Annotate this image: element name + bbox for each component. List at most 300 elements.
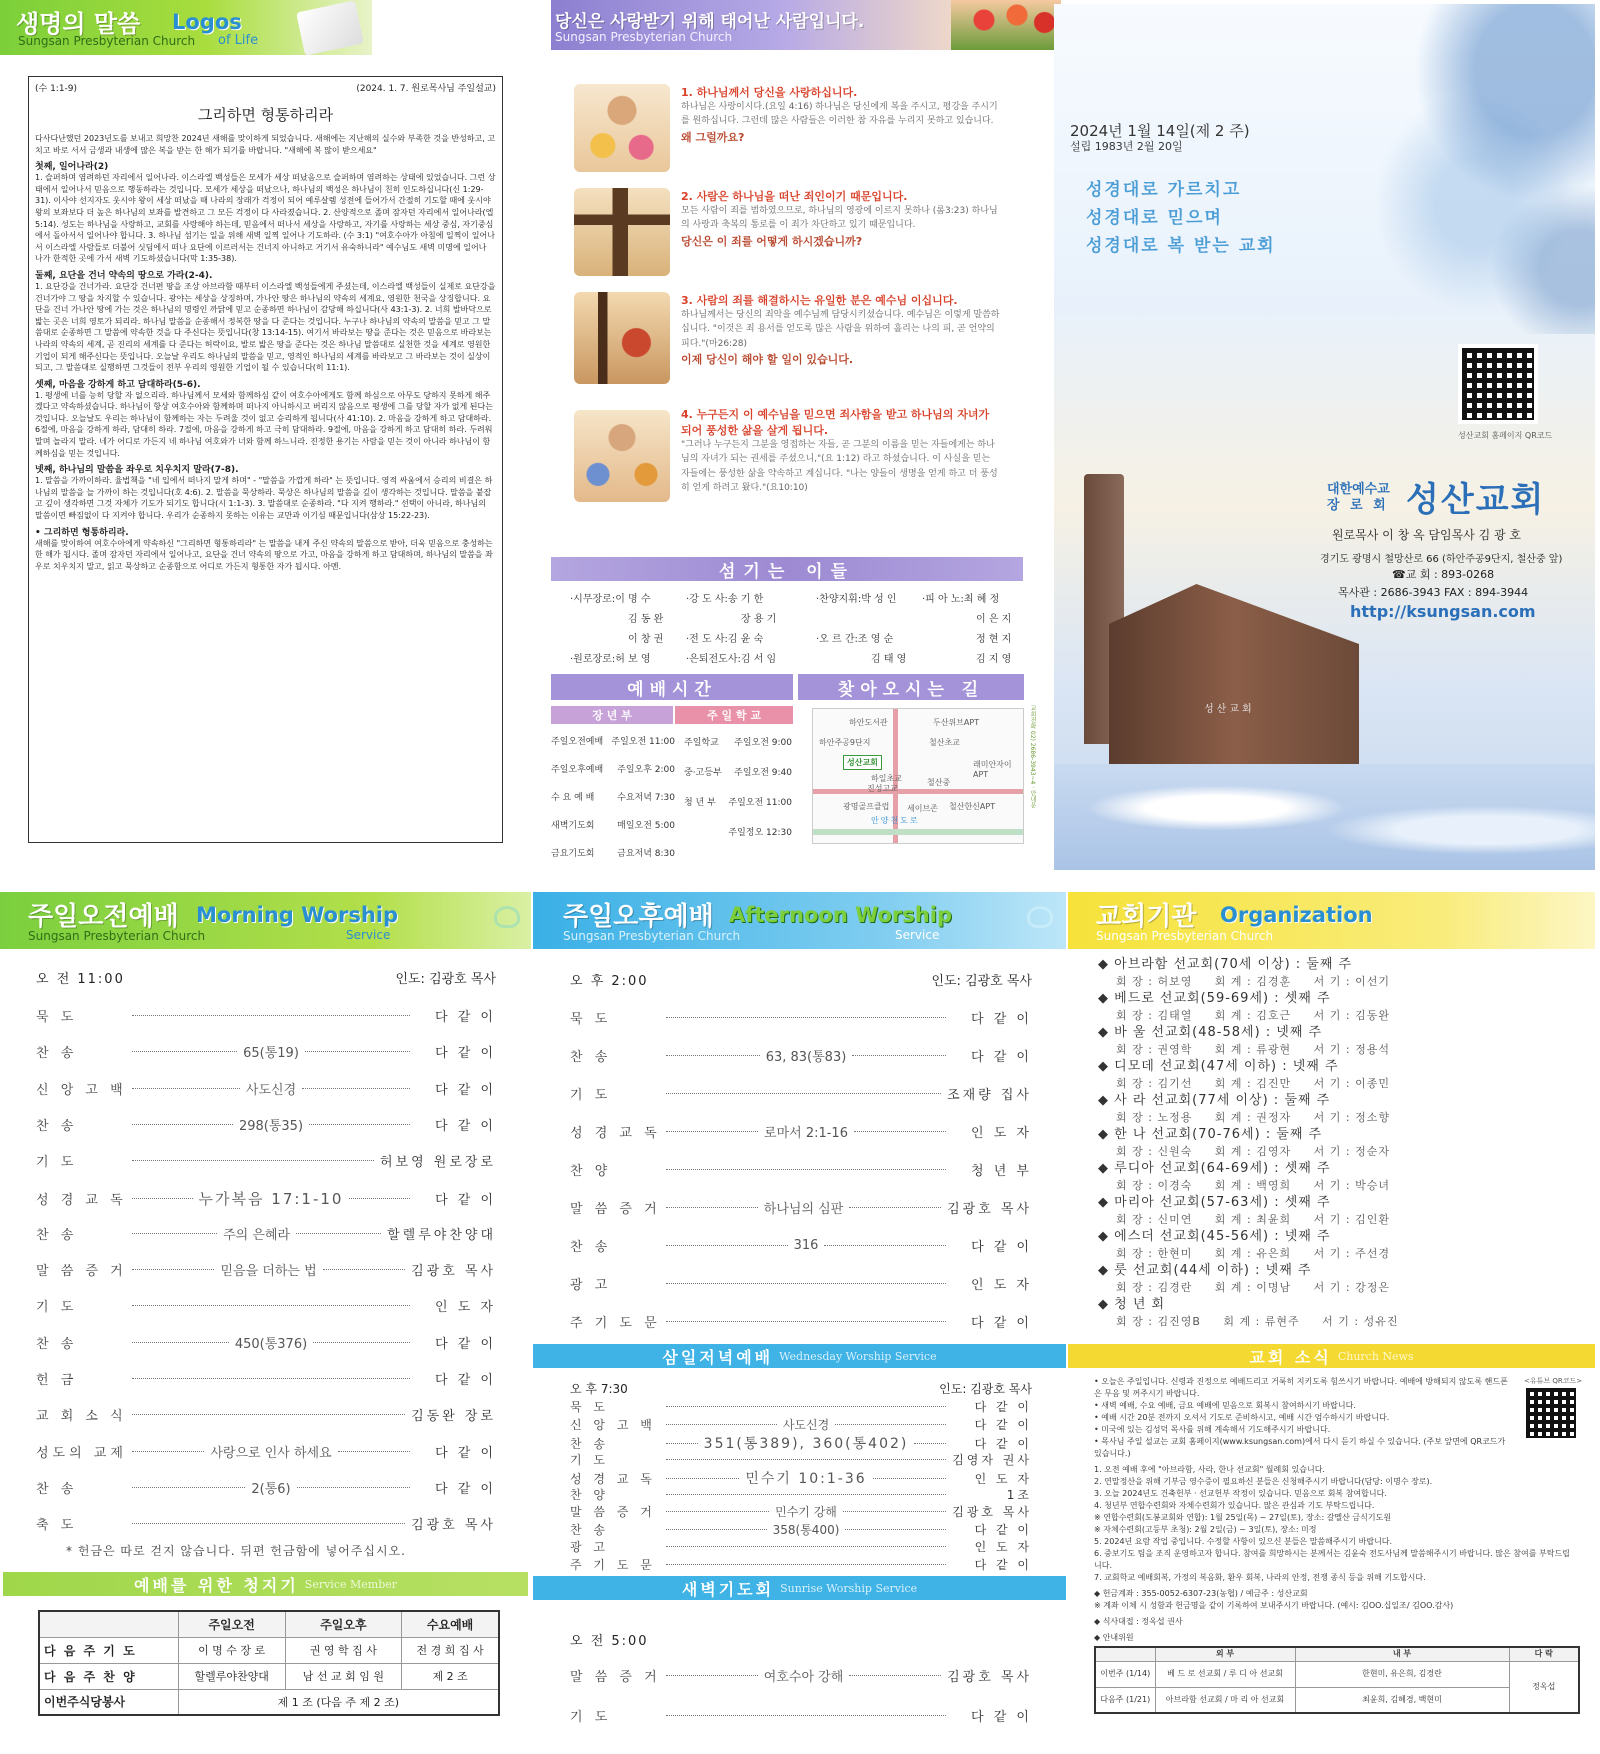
wednesday-time: 오 후 7:30: [570, 1382, 628, 1396]
order-item-person: 김광호 목사: [411, 1518, 496, 1534]
youtube-qr-caption: <유튜브 QR코드>: [1524, 1377, 1583, 1385]
order-item-label: 기 도: [570, 1710, 612, 1725]
list-item: ※ 자체수련회(고등부 초청): 2월 2일(금) ~ 3일(토), 장소: 미정: [1094, 1525, 1317, 1534]
order-item-label: 묵 도: [570, 1400, 609, 1414]
org-group-officers: 회 장 : 이경숙 회 계 : 백영희 서 기 : 박승녀: [1116, 1179, 1390, 1192]
order-item-label: 찬 송: [570, 1436, 609, 1451]
order-item-content: 316: [793, 1238, 819, 1253]
order-row: [570, 1556, 1032, 1573]
order-item-person: 다 같 이: [435, 1082, 497, 1098]
org-banner-title: 교회기관: [1096, 902, 1197, 932]
time-row: 주일오전예배 주일오전 11:00: [551, 737, 675, 747]
gospel-head-1: 1. 하나님께서 당신을 사랑하십니다.: [681, 86, 858, 99]
map: 하안도서관 두산위브APT 하안주공9단지 철산초교 성산교회 하일초교 진성고교 철산중 래미안자이APT 광명골프클럽 세이브존 철산한신APT 안양천도로: [812, 708, 1024, 844]
gospel-head-2: 2. 사람은 하나님을 떠난 죄인이기 때문입니다.: [681, 190, 908, 203]
order-item-person: 조재량 집사: [947, 1088, 1032, 1103]
order-item-person: 인 도 자: [971, 1126, 1032, 1141]
helpers-title: 예배를 위한 청지기: [133, 1575, 299, 1595]
map-title: 찾아오시는 길: [837, 679, 985, 700]
org-group-officers: 회 장 : 권영학 회 계 : 류광현 서 기 : 정용석: [1116, 1043, 1390, 1056]
order-row: [570, 1160, 1032, 1179]
order-item-label: 말 씀 증 거: [570, 1505, 656, 1519]
address: 경기도 광명시 철망산로 66 (하안주공9단지, 철산중 앞): [1320, 554, 1563, 565]
order-item-label: 광 고: [570, 1278, 612, 1293]
list-item: • 오늘은 주일입니다. 신령과 진정으로 예배드리고 거룩히 지키도록 힘쓰시기 바랍니다. 예배에 방해되지 않도록 핸드폰은 무음 및 꺼주시기 바랍니다.: [1094, 1377, 1508, 1398]
order-item-person: 김광호 목사: [411, 1264, 497, 1280]
sermon-point1-head: 첫째, 일어나라(2): [35, 162, 109, 173]
order-item-content: 2(통6): [251, 1481, 291, 1497]
ushers-heading: ◆ 안내위원: [1094, 1633, 1134, 1642]
order-item-label: 찬 송: [570, 1240, 612, 1255]
news-body: [1094, 1376, 1590, 1750]
order-row: [36, 1442, 496, 1461]
wednesday-leader: 인도: 김광호 목사: [939, 1382, 1032, 1396]
order-row: [570, 1122, 1032, 1141]
order-item-label: 말 씀 증 거: [570, 1670, 661, 1685]
gospel-question-1: 왜 그럴까요?: [681, 130, 745, 144]
church-phone: ☎교 회 : 893-0268: [1392, 568, 1495, 581]
servers-title: 섬기는 이들: [718, 561, 856, 582]
order-item-label: 성 경 교 독: [570, 1471, 656, 1486]
order-row: [570, 1416, 1032, 1433]
order-item-label: 찬 양: [570, 1487, 609, 1502]
order-item-person: 다 같 이: [435, 1445, 497, 1461]
list-item: • 새벽 예배, 수요 예배, 금요 예배에 믿음으로 회복시 참여하시기 바랍니다.: [1094, 1401, 1356, 1410]
order-item-label: 찬 송: [36, 1481, 78, 1497]
crucifixion-illustration: [574, 292, 670, 384]
time-row: 금요기도회 금요저녁 8:30: [551, 849, 675, 859]
order-item-person: 다 같 이: [971, 1710, 1032, 1725]
order-item-person: 다 같 이: [974, 1436, 1032, 1451]
bible-image: [296, 0, 364, 55]
list-item: 1. 오전 예배 후에 "아브라함, 사라, 한나 선교회" 월례회 있습니다.: [1094, 1465, 1325, 1474]
org-group-officers: 회 장 : 김경란 회 계 : 이명남 서 기 : 강정은: [1116, 1281, 1390, 1294]
order-item-content: 하나님의 심판: [763, 1202, 844, 1217]
order-item-person: 다 같 이: [974, 1417, 1032, 1432]
order-row: [36, 1151, 496, 1170]
gospel-item: [556, 406, 1004, 536]
order-item-content: 298(통35): [238, 1118, 304, 1134]
org-group-name: ◆ 디모데 선교회(47세 이하) : 넷째 주: [1098, 1059, 1339, 1074]
order-item-person: 다 같 이: [971, 1050, 1032, 1065]
order-item-label: 찬 송: [570, 1050, 612, 1065]
time-row: 주일오후예배 주일오후 2:00: [551, 765, 675, 775]
order-item-person: 다 같 이: [435, 1118, 496, 1134]
news-title-en: Church News: [1337, 1349, 1414, 1363]
order-item-content: 63, 83(통83): [765, 1050, 847, 1065]
afternoon-time-row: [570, 970, 1032, 989]
org-group-officers: 회 장 : 김태열 회 계 : 김호근 서 기 : 김동완: [1116, 1009, 1390, 1022]
order-row: [570, 1666, 1032, 1685]
sermon-banner-oflife: of Life: [218, 33, 259, 48]
order-row: [36, 1514, 496, 1533]
afternoon-order: [570, 962, 1032, 1332]
sermon-ref: (수 1:1-9): [35, 84, 78, 94]
list-item: 3. 오늘 2024년도 건축헌부 · 선교헌부 작정이 있습니다. 믿음으로 회복 참여합니다.: [1094, 1489, 1387, 1498]
school-times: [684, 728, 792, 848]
map-church-label: 성산교회: [843, 755, 882, 770]
org-group-officers: 회 장 : 김진영B 회 계 : 류현주 서 기 : 성유진: [1116, 1315, 1399, 1328]
morning-banner-title: 주일오전예배: [28, 902, 179, 932]
morning-banner-service: Service: [346, 928, 391, 942]
news-title: 교회 소식: [1249, 1347, 1332, 1367]
order-item-content: 사도신경: [245, 1082, 297, 1098]
helpers-header-row: 주일오전 주일오후 수요예배: [39, 1611, 499, 1637]
afternoon-banner-church: Sungsan Presbyterian Church: [563, 929, 741, 943]
order-item-person: 다 같 이: [435, 1481, 496, 1497]
order-item-person: 다 같 이: [974, 1522, 1033, 1537]
cross-bearer-illustration: [574, 188, 670, 276]
order-item-content: 450(통376): [234, 1336, 308, 1352]
wednesday-order: [570, 1380, 1032, 1570]
morning-leader: 인도: 김광호 목사: [395, 972, 496, 987]
order-row: [36, 1369, 496, 1388]
gospel-question-3: 이제 당신이 해야 할 일이 있습니다.: [681, 353, 854, 367]
org-group-name: ◆ 베드로 선교회(59-69세) : 셋째 주: [1098, 991, 1331, 1006]
sermon-banner-title: 생명의 말씀: [16, 10, 141, 38]
order-item-person: 다 같 이: [435, 1336, 497, 1352]
youtube-qr[interactable]: [1526, 1388, 1576, 1438]
list-item: • 예배 시간 20분 전까지 오셔서 기도로 준비하시고, 예배 시간 엄수하시기 바랍니다.: [1094, 1413, 1390, 1422]
wednesday-title-en: Wednesday Worship Service: [779, 1349, 937, 1363]
sermon-point4-body: 1. 말씀을 가까이하라. 율법책을 "네 입에서 떠나지 말게 하며" - "말씀을 가깝게 하라" 는 뜻입니다. 영적 싸움에서 승리의 비결은 하나님의 말씀을 늘 가까이 하는 것입니다(호 4:6). 2. 말씀을 묵상하라. 묵상은 하나님의 말씀을 깊이 생각하는 것입니다. 말씀을 붙잡고 깊이 생각하면 그것 자체가 기도가 되기도 합니다(시 1:1-3). 3. 말씀대로 순종하라. "다 지켜 행하라." 선택이 아니라, 하나님의 말씀이면 빠짐없이 다 지켜야 합니다. 우리가 순종하지 못하는 이유는 교만과 이기심 때문입니다(삼상 15:22-23).: [35, 476, 493, 521]
order-item-content: 351(통389), 360(통402): [703, 1436, 909, 1452]
order-item-content: 358(통400): [772, 1522, 840, 1537]
order-item-label: 찬 송: [570, 1522, 609, 1537]
order-item-content: 주의 은혜라: [223, 1227, 291, 1243]
gospel-banner: [551, 0, 1061, 50]
order-item-label: 성 경 교 독: [36, 1192, 127, 1208]
morning-banner-en: Morning Worship: [196, 903, 399, 927]
order-row: [36, 1006, 496, 1025]
order-row: [570, 1274, 1032, 1293]
order-item-person: 1조: [1006, 1487, 1032, 1502]
offering-account: ◆ 헌금계좌 : 355-0052-6307-23(농협) / 예금주 : 성산교회: [1094, 1589, 1308, 1598]
gospel-question-2: 당신은 이 죄를 어떻게 하시겠습니까?: [681, 234, 863, 248]
afternoon-leader: 인도: 김광호 목사: [931, 974, 1032, 989]
time-row: 새벽기도회 매일오전 5:00: [551, 821, 675, 831]
order-item-content: 65(통19): [243, 1046, 299, 1062]
list-item: 5. 2024년 요람 작업 중입니다. 수정할 사항이 있으신 분들은 말씀해주시기 바랍니다.: [1094, 1537, 1393, 1546]
org-group-name: ◆ 아브라함 선교회(70세 이상) : 둘째 주: [1098, 957, 1353, 972]
church-building-image: [1109, 584, 1359, 784]
cover-founded: 설립 1983년 2월 20일: [1070, 140, 1183, 153]
gospel-body-4: "그러나 누구든지 그분을 영접하는 자들, 곧 그분의 이름을 믿는 자들에게는 하나님의 자녀가 되는 권세를 주셨으니,"(요 1:12) 라고 하셨습니다. 이 사실을 믿는 자들에는 풍성한 삶을 약속하고 계십니다. "나는 양들이 생명을 얻게 하고 더 풍성히 얻게 하려고 왔다."(요10:10): [681, 440, 998, 494]
order-item-label: 교 회 소 식: [36, 1409, 127, 1425]
afternoon-banner-title: 주일오후예배: [563, 902, 714, 932]
list-item: 6. 중보기도 팀을 조직 운영하고자 합니다. 참여를 희망하시는 분께서는 김윤숙 전도사님께 말씀해주시기 바랍니다. 많은 참여를 부탁드립니다.: [1094, 1549, 1570, 1570]
order-item-label: 말 씀 증 거: [36, 1264, 127, 1280]
order-item-person: 김광호 목사: [947, 1670, 1033, 1685]
servers-banner: [551, 557, 1023, 581]
order-item-label: 기 도: [570, 1452, 609, 1467]
gospel-body-1: 하나님은 사랑이시다.(요일 4:16) 하나님은 당신에게 복을 주시고, 평강을 주시기를 원하십니다. 그런데 많은 사람들은 이러한 참 자유를 누리지 못하고 있습니다.: [681, 102, 998, 127]
afternoon-banner-service: Service: [895, 928, 940, 942]
denomination: 대한예수교 장 로 회: [1327, 482, 1390, 513]
order-item-label: 주 기 도 문: [570, 1557, 656, 1572]
order-item-label: 축 도: [36, 1518, 78, 1534]
cover: [1054, 4, 1595, 870]
sermon-point3-body: 1. 평생에 너를 능히 당할 자 없으리라. 하나님께서 모세와 함께하심 같이 여호수아에게도 함께 하심으로 아무도 당하지 못하게 해주겠다고 약속하셨습니다. 하나님이 항상 여호수아와 함께하며 떠나지 아니하시고 버리지 않음으로 평생에 그를 당할 자가 없게 된다는 것입니다. 오늘날도 우리는 하나님이 함께하는 자는 두려울 것이 없고 승리하게 됩니다(사 41:10). 2. 마음을 강하게 하고 담대하라. 6절에, 마음을 강하게 하라, 담대히 하라. 7절에, 마음을 강하게 하고 극히 담대하라. 9절에, 마음을 강하게 하고 담대히 하라. 두려워 말며 놀라지 말라. 네가 어디로 가든지 네 하나님 여호와가 너와 함께 하느니라. 진정한 용기는 사람을 믿는 것이 아니라 하나님이 함께하심을 믿는 것입니다.: [35, 390, 493, 458]
order-row: [570, 1198, 1032, 1217]
order-item-label: 성도의 교제: [36, 1445, 127, 1461]
sermon-banner-church: Sungsan Presbyterian Church: [18, 34, 196, 48]
morning-order: [36, 960, 497, 1558]
wednesday-banner: [533, 1344, 1066, 1368]
map-side-text: 교회전화 02) 2686-3943~4 · 안내문: [1029, 705, 1036, 809]
order-item-person: 김광호 목사: [952, 1505, 1032, 1519]
servers-col-3: ·찬양지휘:박 성 인 ·오 르 간:조 영 순 김 태 영: [816, 594, 907, 665]
sunrise-time-row: [570, 1630, 649, 1649]
church-sign: 성산교회: [1204, 704, 1255, 715]
order-row: [570, 1538, 1032, 1555]
order-item-person: 인 도 자: [974, 1540, 1032, 1554]
table-row: 이번주 (1/14) 베 드 로 선교회 / 루 디 아 선교회 한현미, 유은희, 김경란 정옥섭: [1095, 1661, 1579, 1687]
afternoon-banner-en: Afternoon Worship: [729, 903, 952, 927]
list-item: ※ 연합수련회(도봉교회와 연합): 1월 25일(목) ~ 27일(토), 장소: 갈멜산 금식기도원: [1094, 1513, 1392, 1522]
order-item-person: 다 같 이: [435, 1373, 496, 1388]
order-item-label: 신 앙 고 백: [36, 1082, 127, 1098]
org-group-name: ◆ 마리아 선교회(57-63세) : 셋째 주: [1098, 1195, 1331, 1210]
servers-col-4: ·피 아 노:최 혜 정 이 은 지 정 현 지 김 지 영: [922, 594, 1012, 665]
manse-phone: 목사관 : 2686-3943 FAX : 894-3944: [1338, 586, 1529, 599]
gospel-head-4: 4. 누구든지 이 예수님을 믿으면 죄사함을 받고 하나님의 자녀가 되어 풍성한 삶을 살게 됩니다.: [681, 408, 990, 437]
worship-times-banner: [551, 674, 793, 700]
sunrise-title: 새벽기도회: [681, 1579, 775, 1599]
order-item-person: 다 같 이: [971, 1316, 1032, 1331]
sermon-point1-body: 1. 슬퍼하며 염려하던 자리에서 일어나라. 이스라엘 백성들은 모세가 세상 떠났음으로 슬퍼하며 염려하는 상태에 있었습니다. 그런 상태에서 일어나서 믿음으로 행동하라는 것입니다. 모세가 세상을 떠났으나, 하나님의 백성은 하나님이 친히 인도하십니다(신 1:29-31). 이사야 선지자도 웃시야 왕이 세상 떠났을 때 나라의 장래가 걱정이 되어 예루살렘 성전에 들어가서 간절히 기도할 때에 웃시야 왕의 보좌보다 더 높은 하나님의 보좌를 발견하고 그 모든 걱정이 다 사라졌습니다. 2. 산양적으로 졸며 잠자던 자리에서 일어나라(엡 5:14). 성도는 하나님을 사랑하고, 교회를 사랑해야 하는데, 믿음에서 떠나서 세상을 사랑하고, 자기를 사랑하는 세상 중심, 자기중심에서 돌아서서 일어나야 합니다. 3. 하나님 섬기는 일을 위해 새벽 일찍 일어나 기도하라. (수 3:1) "여호수아가 아침에 일찍이 일어나서 이스라엘 사람들로 더불어 싯딤에서 떠나 요단에 이르러서는 건너지 아니하고 거기서 유숙하니라" 예수님도 새벽 미명에 일어나 나가 한적한 곳에 가서 새벽 기도하셨습니다(막 1:35-38).: [35, 173, 496, 264]
sunrise-time: 오 전 5:00: [570, 1634, 649, 1649]
order-item-person: 김광호 목사: [947, 1202, 1033, 1217]
morning-banner: [0, 892, 531, 949]
order-item-label: 기 도: [36, 1300, 78, 1316]
order-item-label: 기 도: [36, 1155, 78, 1171]
org-group-officers: 회 장 : 한현미 회 계 : 유은희 서 기 : 주선경: [1116, 1247, 1390, 1260]
order-item-person: 다 같 이: [435, 1010, 496, 1025]
org-group-name: ◆ 청 년 회: [1098, 1297, 1166, 1312]
meal-host: ◆ 식사대접 : 정옥섭 권사: [1094, 1617, 1183, 1626]
order-row: [570, 1521, 1032, 1538]
offering-account-note: ※ 계좌 이체 시 성함과 헌금명을 같이 기록하여 보내주시기 바랍니다. (예시: 김OO.십일조/ 김OO.감사): [1094, 1601, 1454, 1610]
gospel-item: [556, 292, 1004, 402]
order-row: [570, 1236, 1032, 1255]
sunrise-title-en: Sunrise Worship Service: [780, 1581, 918, 1595]
order-item-person: 다 같 이: [974, 1557, 1032, 1572]
order-item-person: 다 같 이: [971, 1240, 1033, 1255]
order-item-content: 누가복음 17:1-10: [198, 1189, 344, 1208]
order-row: [36, 1224, 496, 1243]
org-group-name: ◆ 한 나 선교회(70-76세) : 둘째 주: [1098, 1127, 1323, 1142]
list-item: 2. 연말정산을 위해 기부금 영수증이 필요하신 분들은 신청해주시기 바랍니다(담당: 이명수 장로).: [1094, 1477, 1433, 1486]
motto-list: [1086, 176, 1276, 260]
ushers-table: [1094, 1646, 1580, 1714]
jesus-children-illustration: [574, 84, 670, 172]
snowy-branches: [1295, 4, 1595, 334]
list-item: • 미국에 있는 김성덕 목사를 위해 계속해서 기도해주시기 바랍니다.: [1094, 1425, 1331, 1434]
wednesday-time-row: [570, 1380, 1032, 1397]
morning-banner-church: Sungsan Presbyterian Church: [28, 929, 206, 943]
order-row: [570, 1503, 1032, 1520]
motto-2: 성경대로 믿으며: [1086, 208, 1223, 228]
gospel-list: [556, 76, 1004, 536]
sermon-point4-head: 넷째, 하나님의 말씀을 좌우로 치우치지 말라(7-8).: [35, 465, 239, 476]
servers-col-2: ·강 도 사:송 기 한 장 용 기 ·전 도 사:김 윤 숙 ·은퇴전도사:김 서 임: [686, 594, 777, 665]
order-item-label: 찬 양: [570, 1164, 612, 1179]
sermon-banner-logos: Logos: [172, 10, 242, 34]
order-item-person: 인 도 자: [974, 1471, 1033, 1486]
gospel-item: [556, 188, 1004, 288]
order-item-label: 찬 송: [36, 1227, 78, 1243]
order-item-person: 김동완 장로: [411, 1409, 496, 1425]
gospel-banner-title: 당신은 사랑받기 위해 태어난 사람입니다.: [555, 12, 865, 32]
org-group-name: ◆ 바 울 선교회(48-58세) : 넷째 주: [1098, 1025, 1323, 1040]
order-row: [36, 1333, 496, 1352]
servers-list: [570, 590, 1020, 670]
order-row: [36, 1405, 496, 1424]
tulip-image: [951, 0, 1061, 50]
org-group-officers: 회 장 : 신미연 회 계 : 최윤희 서 기 : 김인환: [1116, 1213, 1390, 1226]
org-group-officers: 회 장 : 허보영 회 계 : 김경훈 서 기 : 이선기: [1116, 975, 1390, 988]
sermon-box: [28, 76, 503, 843]
order-item-label: 광 고: [570, 1540, 609, 1554]
homepage-link[interactable]: http://ksungsan.com: [1350, 602, 1536, 621]
table-row: 외 부 내 부 다 락: [1095, 1647, 1579, 1661]
order-item-content: 민수기 강해: [775, 1505, 837, 1519]
order-item-label: 성 경 교 독: [570, 1126, 661, 1141]
org-group-name: ◆ 룻 선교회(44세 이하) : 넷째 주: [1098, 1263, 1312, 1278]
order-item-person: 다 같 이: [971, 1012, 1032, 1027]
gospel-body-2: 모든 사람이 죄를 범하였으므로, 하나님의 영광에 이르지 못하나 (롬3:23) 하나님의 사랑과 축복의 통로를 이 죄가 차단하고 있기 때문입니다.: [681, 206, 998, 231]
order-item-person: 다 같 이: [974, 1400, 1032, 1414]
order-item-content: 여호수아 강해: [763, 1670, 844, 1685]
news-bullets: [1094, 1376, 1514, 1460]
cover-date: 2024년 1월 14일(제 2 주): [1070, 122, 1250, 140]
order-item-person: 인 도 자: [435, 1300, 496, 1316]
order-item-person: 김영자 권사: [952, 1452, 1032, 1467]
org-banner-en: Organization: [1220, 903, 1373, 927]
time-row: 수 요 예 배 수요저녁 7:30: [551, 793, 675, 803]
order-row: [570, 1312, 1032, 1331]
gospel-body-3: 하나님께서는 당신의 죄악을 예수님께 담당시키셨습니다. 예수님은 이렇게 말씀하십니다. "이것은 죄 용서를 얻도록 많은 사람을 위하여 흘리는 나의 피, 곧 언약의 피다."(마26:28): [681, 310, 1000, 349]
sermon-date-note: (2024. 1. 7. 원로목사님 주일설교): [356, 84, 496, 94]
sermon-point2-head: 둘째, 요단을 건너 약속의 땅으로 가라(2-4).: [35, 270, 213, 281]
order-item-person: 청 년 부: [971, 1164, 1032, 1179]
helpers-title-en: Service Member: [304, 1577, 397, 1591]
sermon-point3-head: 셋째, 마음을 강하게 하고 담대하라(5-6).: [35, 379, 201, 390]
order-row: [570, 1706, 1032, 1725]
org-group-officers: 회 장 : 신원숙 회 계 : 김영자 서 기 : 정순자: [1116, 1145, 1390, 1158]
sermon-intro: 다사다난했던 2023년도를 보내고 희망찬 2024년 새해를 맞이하게 되었습니다. 새해에는 지난해의 실수와 부족한 것을 반성하고, 고치고 바로 서서 금생과 내생에 많은 복을 받는 한 해가 되기를 바랍니다. "새해에 복 많이 받으세요": [35, 134, 496, 155]
helpers-table: [38, 1610, 500, 1716]
order-item-content: 사도신경: [782, 1417, 830, 1432]
order-row: [570, 1084, 1032, 1103]
motto-3: 성경대로 복 받는 교회: [1086, 236, 1276, 256]
church-name: 성산교회: [1406, 480, 1546, 520]
table-row: 다 음 주 찬 양 할렐루야찬양대 남 선 교 회 임 원 제 2 조: [39, 1663, 499, 1689]
order-row: [570, 1451, 1032, 1468]
sunrise-order: [570, 1622, 1032, 1742]
offering-note: * 헌금은 따로 걷지 않습니다. 뒤편 헌금함에 넣어주십시오.: [66, 1544, 406, 1558]
org-group-officers: 회 장 : 노정용 회 계 : 권정자 서 기 : 정소향: [1116, 1111, 1390, 1124]
order-row: [36, 1115, 496, 1134]
time-row: 청 년 부 주일오전 11:00: [684, 798, 792, 808]
order-item-person: 다 같 이: [435, 1192, 497, 1208]
table-row: 이번주식당봉사 제 1 조 (다음 주 제 2 조): [39, 1689, 499, 1715]
helpers-banner: [3, 1572, 528, 1596]
gospel-banner-church: Sungsan Presbyterian Church: [555, 30, 733, 44]
table-row: 다음주 (1/21) 아브라함 선교회 / 마 리 아 선교회 최윤희, 김혜경, 백현미: [1095, 1687, 1579, 1713]
order-item-label: 찬 송: [36, 1046, 78, 1062]
jesus-crowd-illustration: [574, 410, 670, 502]
news-numbered: [1094, 1464, 1574, 1584]
order-item-content: 로마서 2:1-16: [764, 1126, 848, 1141]
afternoon-time: 오 후 2:00: [570, 974, 649, 989]
org-banner: [1068, 892, 1595, 949]
sermon-title: 그리하면 형통하리라: [197, 106, 334, 124]
order-item-content: 사랑으로 인사 하세요: [210, 1445, 332, 1461]
afternoon-banner: [533, 892, 1066, 949]
motto-1: 성경대로 가르치고: [1086, 180, 1242, 200]
order-row: [36, 1188, 496, 1209]
order-row: [36, 1478, 496, 1497]
list-item: 4. 청년부 연합수련회와 자체수련회가 있습니다. 많은 관심과 기도 부탁드립니다.: [1094, 1501, 1375, 1510]
order-row: [36, 1042, 496, 1061]
order-item-label: 신 앙 고 백: [570, 1417, 656, 1432]
order-row: [570, 1398, 1032, 1415]
sermon-banner: [0, 0, 372, 55]
gospel-item: [556, 84, 1004, 184]
homepage-qr[interactable]: [1458, 344, 1538, 424]
pastors: 원로목사 이 창 옥 담임목사 김 광 호: [1332, 528, 1521, 542]
order-item-content: 민수기 10:1-36: [745, 1471, 867, 1487]
order-row: [570, 1008, 1032, 1027]
order-row: [36, 1079, 496, 1098]
sunrise-banner: [533, 1576, 1066, 1600]
time-row: 중·고등부 주일오전 9:40: [684, 768, 792, 778]
adult-times: [551, 728, 675, 868]
time-row: 주일학교 주일오전 9:00: [684, 738, 792, 748]
gospel-head-3: 3. 사람의 죄를 해결하시는 유일한 분은 예수님 이십니다.: [681, 294, 958, 307]
order-item-label: 주 기 도 문: [570, 1316, 661, 1331]
servers-col-1: ·시무장로:이 명 수 김 동 완 이 창 권 ·원로장로:허 보 영: [570, 594, 664, 665]
org-banner-church: Sungsan Presbyterian Church: [1096, 929, 1274, 943]
map-banner: [798, 674, 1024, 700]
table-row: 다 음 주 기 도 이 명 수 장 로 권 영 학 집 사 전 경 희 집 사: [39, 1637, 499, 1663]
morning-time-row: [36, 968, 496, 987]
org-group-name: ◆ 사 라 선교회(77세 이상) : 둘째 주: [1098, 1093, 1331, 1108]
morning-time: 오 전 11:00: [36, 972, 125, 987]
adult-label-bar: 장 년 부: [551, 706, 673, 724]
order-item-content: 믿음을 더하는 법: [220, 1264, 317, 1280]
school-label-bar: 주 일 학 교: [675, 706, 793, 724]
org-group-name: ◆ 루디아 선교회(64-69세) : 셋째 주: [1098, 1161, 1331, 1176]
worship-times-title: 예배시간: [627, 679, 717, 700]
org-list: [1098, 956, 1588, 1344]
order-item-person: 다 같 이: [435, 1046, 497, 1062]
order-row: [36, 1296, 496, 1315]
order-item-label: 찬 송: [36, 1336, 78, 1352]
qr-caption: 성산교회 홈페이지 QR코드: [1458, 431, 1553, 440]
news-banner: [1068, 1344, 1595, 1368]
order-item-label: 기 도: [570, 1088, 612, 1103]
list-item: • 목사님 주일 설교는 교회 홈페이지(www.ksungsan.com)에서 다시 듣기 하실 수 있습니다. (주보 앞면에 QR코드가 있습니다.): [1094, 1437, 1506, 1458]
order-item-label: 찬 송: [36, 1118, 78, 1134]
order-item-label: 헌 금: [36, 1373, 78, 1388]
order-item-label: 묵 도: [570, 1012, 612, 1027]
org-group-name: ◆ 에스더 선교회(45-56세) : 넷째 주: [1098, 1229, 1331, 1244]
sermon-point5-head: • 그리하면 형통하리라.: [35, 527, 129, 538]
order-item-label: 말 씀 증 거: [570, 1202, 661, 1217]
